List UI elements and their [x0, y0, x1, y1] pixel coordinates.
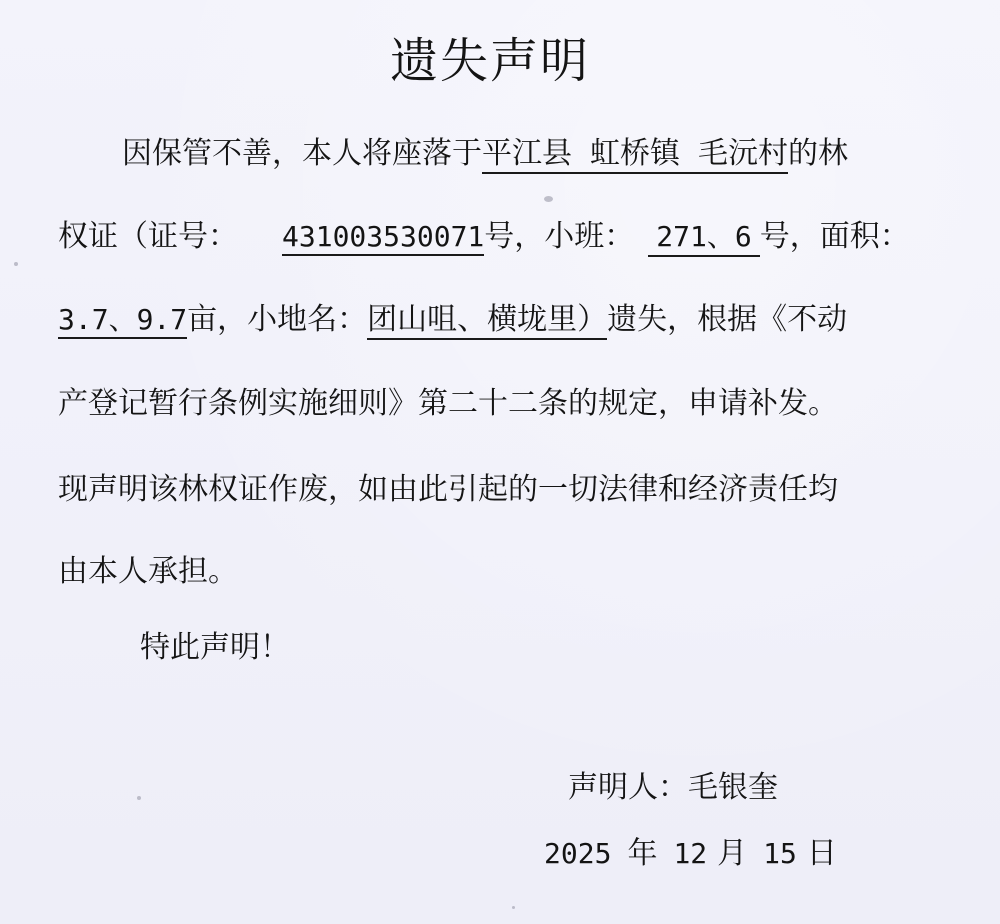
- paper-speck: [512, 906, 515, 909]
- line3-suffix: 遗失，根据《不动: [607, 302, 848, 337]
- date-line: [544, 832, 837, 876]
- cert-number: 431003530071: [282, 220, 484, 256]
- body-line-4: 产登记暂行条例实施细则》第二十二条的规定，申请补发。: [58, 386, 838, 421]
- location-county: 平江县: [482, 136, 572, 171]
- body-line-1: [0, 132, 1000, 176]
- body-line-5: 现声明该林权证作废，如由此引起的一切法律和经济责任均: [58, 472, 838, 507]
- location-underlined: [482, 136, 788, 174]
- page-title: 遗失声明: [389, 33, 590, 89]
- subclass-number: 271、6: [656, 220, 752, 253]
- body-line-3: [0, 298, 1000, 342]
- signer-name: 毛银奎: [688, 770, 778, 805]
- signature-label: 声明人：: [568, 770, 688, 805]
- subclass-underlined: [648, 219, 759, 257]
- date-day: 15: [763, 837, 797, 870]
- paper-speck: [137, 796, 141, 800]
- line1-suffix: 的林: [788, 136, 848, 171]
- paper-speck: [14, 262, 18, 266]
- line1-prefix: 因保管不善，本人将座落于: [122, 136, 482, 171]
- location-town: 虹桥镇: [590, 136, 680, 171]
- signature-line: [568, 766, 778, 810]
- date-year: 2025: [544, 837, 612, 870]
- line2-mid1: 号，小班：: [484, 219, 635, 254]
- line2-prefix: 权证（证号：: [58, 219, 238, 254]
- closing-statement: 特此声明！: [140, 630, 290, 665]
- location-village: 毛沅村: [698, 136, 788, 171]
- paper-speck: [544, 196, 553, 202]
- date-year-unit: 年: [627, 836, 658, 871]
- line3-mid: 亩，小地名：: [187, 302, 368, 337]
- area-value: 3.7、9.7: [58, 303, 187, 339]
- body-line-6: 由本人承担。: [58, 554, 238, 589]
- date-month-unit: 月: [717, 836, 748, 871]
- place-names: 团山咀、横垅里）: [367, 302, 607, 340]
- line2-mid2: 号，面积：: [759, 219, 910, 254]
- body-line-2: [0, 215, 1000, 259]
- date-day-unit: 日: [806, 836, 837, 871]
- date-month: 12: [673, 837, 708, 870]
